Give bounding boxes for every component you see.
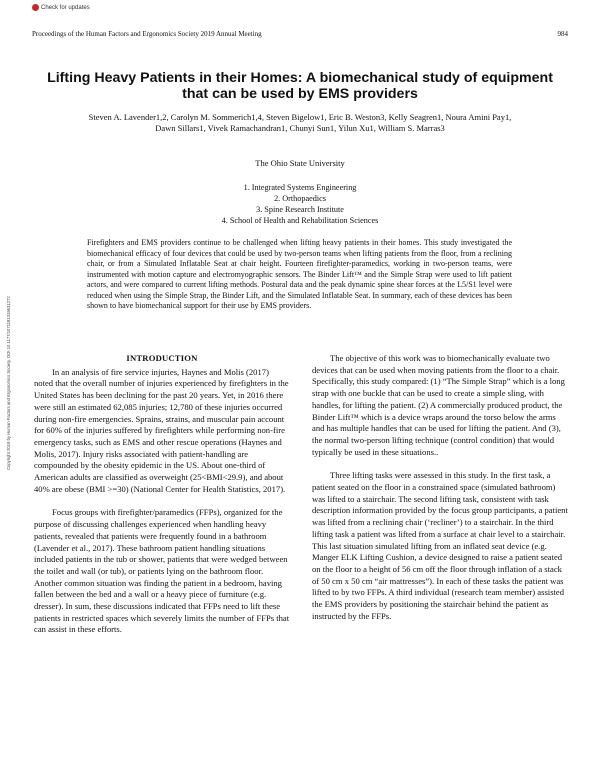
crossmark-icon (32, 4, 39, 11)
body-paragraph: Focus groups with firefighter/paramedics (FFPs), organized for the purpose of discussing challenges experienced when handling heavy patients, revealed that patients were frequently found in a bathroom (Lavender et al., 2017). These bathroom patient handling situations included patients in the tub or shower, patients that were wedged between the toilet and wall (or tub), or patients lying on the bathroom floor. Another common situation was finding the patient in a bedroom, having fallen between the bed and a wall or a heavy piece of furniture (e.g. dresser). In sum, these discussions indicated that FFPs need to lift these patients in restricted spaces which severely limits the number of FFPs that can assist in these efforts. (34, 507, 290, 635)
body-paragraph: Three lifting tasks were assessed in this study. In the first task, a patient seated on the floor in a constrained space (simulated bathroom) was lifted to a stairchair. The second lifting task, consistent with task description information provided by the focus group participants, a patient was lifted from a reclining chair (‘recliner’) to a stairchair. In the third lifting task a patient was lifted from a surface at chair level to a stairchair. This last situation simulated lifting from an inflated seat device (e.g. Manger ELK Lifting Cushion, a device designed to raise a patient seated on the floor to a height of 56 cm off the floor through inflation of a stack of 50 cm x 50 cm “air mattresses”). In each of these tasks the patient was lifted to by two FFPs. A third individual (research team member) assisted the EMS providers by positioning the stairchair behind the patient as instructed by the FFPs. (312, 470, 568, 621)
paper-title: Lifting Heavy Patients in their Homes: A biomechanical study of equipment that can be used by EMS providers (47, 70, 553, 102)
left-column (34, 353, 290, 648)
journal-name: Proceedings of the Human Factors and Ergonomics Society 2019 Annual Meeting (32, 30, 262, 38)
section-heading: INTRODUCTION (126, 353, 198, 363)
crossmark-badge[interactable] (32, 4, 90, 11)
sidebar-copyright: Copyright 2019 by Human Factors and Ergonomics Society. DOI 10.1177/1071181319631272 (6, 296, 11, 470)
body-paragraph: The objective of this work was to biomechanically evaluate two devices that can be used when moving patients from the floor to a chair. Specifically, this study compared: (1) “The Simple Strap” which is a long strap with one buckle that can be used to create a simple sling, with handles, for lifting the patient. (2) A commercially produced product, the Binder Lift™ which is a device wraps around the torso below the arms and has multiple handles that can be used for lifting the patient. And (3), the normal two-person lifting technique (control condition) that would typically be used in these situations.. (312, 353, 565, 457)
department-item: 1. Integrated Systems Engineering (243, 183, 357, 192)
department-item: 4. School of Health and Rehabilitation Sciences (221, 216, 379, 225)
department-item: 3. Spine Research Institute (256, 205, 344, 214)
author-list: Steven A. Lavender1,2, Carolyn M. Sommerich1,4, Steven Bigelow1, Eric B. Weston3, Kelly Seagren1, Noura Amini Pay1, Dawn Sillars1, Vivek Ramachandran1, Chunyi Sun1, Yilun Xu1, William S. Marras3 (88, 112, 512, 133)
department-list (0, 182, 600, 226)
affiliation-university: The Ohio State University (255, 158, 345, 168)
crossmark-label: Check for updates (41, 4, 90, 11)
body-paragraph: In an analysis of fire service injuries, Haynes and Molis (2017) noted that the overall number of injuries experienced by firefighters in the United States has been declining for the past 20 years. Yet, in 2016 there were still an estimated 62,085 injuries; 12,780 of these injuries occurred during non-fire emergencies. Sprains, strains, and muscular pain account for 60% of the injuries suffered by firefighters while performing non-fire emergency tasks, such as EMS and other rescue operations (Haynes and Molis, 2017). Injury risks associated with patient-handling are compounded by the obesity epidemic in the US. About one-third of American adults are classified as overweight (25<BMI<29.9), and about 40% are obese (BMI >=30) (National Center for Health Statistics, 2017). (34, 366, 289, 494)
department-item: 2. Orthopaedics (274, 194, 326, 203)
abstract: Firefighters and EMS providers continue to be challenged when lifting heavy patients in their homes. This study investigated the biomechanical efficacy of four devices that could be used by two-person teams when lifting patients from the floor, from a reclining chair, or from a Simulated Inflatable Seat at chair height. Fourteen firefighter-paramedics, working in two-person teams, were instrumented with motion capture and electromyographic sensors. The Binder Lift™ and the Simple Strap were used to lift patient actors, and were compared to current lifting methods. Postural data and the peak dynamic spine shear forces at the L5/S1 level were reduced when using the Simple Strap, the Binder Lift, and the Simulated Inflatable Seat. In summary, each of these devices has been shown to have biomechanical support for their use by EMS providers. (87, 238, 512, 310)
running-header (32, 30, 568, 38)
right-column (312, 353, 568, 634)
page-number: 984 (557, 30, 568, 38)
